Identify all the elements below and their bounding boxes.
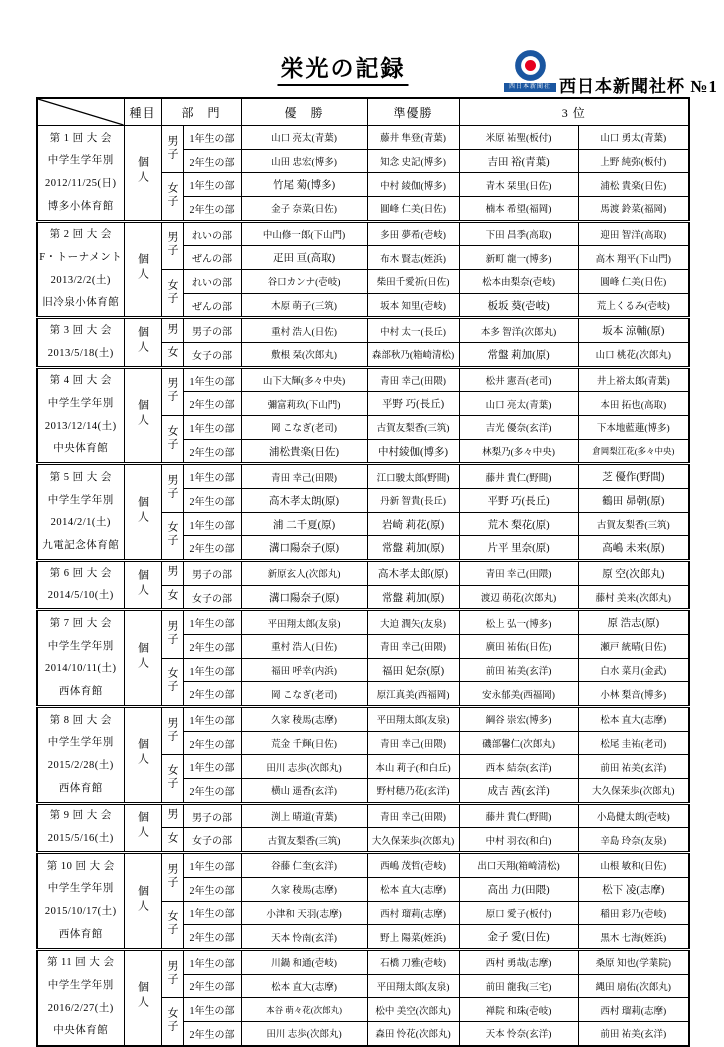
runner-up-cell: 本山 莉子(和白丘) — [367, 755, 459, 779]
gender-label: 男子 — [161, 464, 183, 512]
division-cell: 2年生の部 — [183, 635, 241, 659]
runner-up-cell: 中村 太一(長丘) — [367, 318, 459, 343]
third-place-cell-1: 禅院 和珠(壱岐) — [459, 998, 578, 1022]
division-cell: 1年生の部 — [183, 949, 241, 974]
runner-up-cell: 布木 賢志(姪浜) — [367, 246, 459, 270]
third-place-cell-2: 井上裕太郎(青葉) — [578, 367, 689, 392]
third-place-cell-2: 本田 拓也(高取) — [578, 392, 689, 416]
runner-up-cell: 青田 幸己(田隈) — [367, 803, 459, 828]
third-place-cell-1: 板坂 葵(壱岐) — [459, 293, 578, 318]
result-row — [37, 221, 689, 246]
gender-label: 男 — [161, 318, 183, 343]
gender-label: 男子 — [161, 221, 183, 269]
winner-cell: 岡 こなぎ(老司) — [241, 682, 367, 707]
tournament-info-line: 中学生学年別 — [47, 640, 114, 652]
third-place-cell-2: 黒木 七海(姪浜) — [578, 925, 689, 950]
runner-up-cell: 石橋 刀雅(壱岐) — [367, 949, 459, 974]
third-place-cell-2: 藤村 美来(次郎丸) — [578, 585, 689, 610]
third-place-cell-1: 本多 智洋(次郎丸) — [459, 318, 578, 343]
division-cell: 1年生の部 — [183, 367, 241, 392]
tournament-info-line: 旧冷泉小体育館 — [42, 297, 120, 309]
third-place-cell-1: 前田 龍我(三宅) — [459, 974, 578, 998]
result-row — [37, 853, 689, 878]
third-place-cell-1: 成吉 茜(玄洋) — [459, 779, 578, 804]
division-cell: 1年生の部 — [183, 512, 241, 536]
third-place-cell-2: 稲田 彩乃(壱岐) — [578, 901, 689, 925]
tournament-info-line: 中学生学年別 — [47, 980, 114, 992]
third-place-cell-2: 荒上くるみ(壱岐) — [578, 293, 689, 318]
division-cell: 1年生の部 — [183, 853, 241, 878]
runner-up-cell: 多田 夢希(壱岐) — [367, 221, 459, 246]
col-header-second: 準優勝 — [367, 98, 459, 126]
third-place-cell-1: 山口 亮太(青葉) — [459, 392, 578, 416]
runner-up-cell: 松本 直大(志摩) — [367, 877, 459, 901]
winner-cell: 木原 萌子(三筑) — [241, 293, 367, 318]
third-place-cell-1: 綱谷 崇宏(博多) — [459, 707, 578, 732]
third-place-cell-1: 中村 羽衣(和白) — [459, 828, 578, 853]
tournament-info-line: 2014/2/1(土) — [50, 517, 111, 529]
tournament-info-line: 博多小体育館 — [47, 200, 114, 212]
tournament-info-line: 2015/5/16(土) — [47, 832, 114, 844]
division-cell: 1年生の部 — [183, 126, 241, 150]
runner-up-cell: 丹新 智貴(長丘) — [367, 489, 459, 513]
result-row — [37, 318, 689, 343]
third-place-cell-1: 西本 結奈(玄洋) — [459, 755, 578, 779]
division-cell: 女子の部 — [183, 343, 241, 368]
winner-cell: 重村 浩人(日佐) — [241, 318, 367, 343]
result-row — [37, 949, 689, 974]
gender-label: 男子 — [161, 707, 183, 755]
corner-diagonal-line — [38, 99, 124, 125]
runner-up-cell: 原江真美(西福岡) — [367, 682, 459, 707]
winner-cell: 田川 志歩(次郎丸) — [241, 755, 367, 779]
division-cell: 2年生の部 — [183, 925, 241, 950]
winner-cell: 金子 奈菜(日佐) — [241, 197, 367, 222]
winner-cell: 新原玄人(次郎丸) — [241, 561, 367, 586]
tournament-info-line: 第 7 回 大 会 — [49, 617, 112, 629]
runner-up-cell: 平田翔太郎(友泉) — [367, 707, 459, 732]
division-cell: 1年生の部 — [183, 707, 241, 732]
division-cell: 男子の部 — [183, 803, 241, 828]
division-cell: 2年生の部 — [183, 197, 241, 222]
third-place-cell-2: 原 浩志(原) — [578, 610, 689, 635]
tournament-info-line: 2014/10/11(土) — [45, 663, 117, 675]
division-cell: 2年生の部 — [183, 392, 241, 416]
winner-cell: 田川 志歩(次郎丸) — [241, 1021, 367, 1045]
division-cell: ぜんの部 — [183, 293, 241, 318]
gender-label: 女 — [161, 343, 183, 368]
runner-up-cell: 野上 陽菜(姪浜) — [367, 925, 459, 950]
gender-label: 男 — [161, 803, 183, 828]
event-type: 個人 — [124, 318, 161, 367]
third-place-cell-1: 出口天翔(箱崎清松) — [459, 853, 578, 878]
runner-up-cell: 森部秋乃(箱崎清松) — [367, 343, 459, 368]
third-place-cell-1: 片平 里奈(原) — [459, 536, 578, 561]
runner-up-cell: 森田 怜花(次郎丸) — [367, 1021, 459, 1045]
third-place-cell-2: 小島健太朗(壱岐) — [578, 803, 689, 828]
tournament-info — [37, 803, 124, 852]
division-cell: 2年生の部 — [183, 974, 241, 998]
runner-up-cell: 高木孝太郎(原) — [367, 561, 459, 586]
runner-up-cell: 知念 史記(博多) — [367, 149, 459, 173]
third-place-cell-1: 常盤 莉加(原) — [459, 343, 578, 368]
result-row — [37, 610, 689, 635]
tournament-info-line: 第 4 回 大 会 — [49, 375, 112, 387]
tournament-info-line: 中学生学年別 — [47, 397, 114, 409]
newspaper-logo — [504, 49, 556, 92]
tournament-info-line: 第 10 回 大 会 — [46, 860, 115, 872]
tournament-info-line: 中央体育館 — [53, 1025, 109, 1037]
winner-cell: 溝口陽奈子(原) — [241, 536, 367, 561]
third-place-cell-2: 松本 直大(志摩) — [578, 707, 689, 732]
event-type: 個人 — [124, 803, 161, 852]
winner-cell: 川鍋 和通(壱岐) — [241, 949, 367, 974]
third-place-cell-1: 松上 弘一(博多) — [459, 610, 578, 635]
third-place-cell-1: 高出 力(田隈) — [459, 877, 578, 901]
winner-cell: 荒金 千輝(日佐) — [241, 731, 367, 755]
third-place-cell-2: 芝 優作(野間) — [578, 464, 689, 489]
tournament-info — [37, 221, 124, 318]
tournament-info — [37, 707, 124, 804]
third-place-cell-1: 青木 栞里(日佐) — [459, 173, 578, 197]
tournament-info-line: 中学生学年別 — [47, 883, 114, 895]
third-place-cell-2: 倉岡梨江花(多々中央) — [578, 439, 689, 464]
third-place-cell-1: 新町 龍一(博多) — [459, 246, 578, 270]
division-cell: 2年生の部 — [183, 439, 241, 464]
winner-cell: 松本 直大(志摩) — [241, 974, 367, 998]
division-cell: 1年生の部 — [183, 173, 241, 197]
winner-cell: 久家 稜馬(志摩) — [241, 877, 367, 901]
tournament-info-line: 西体育館 — [58, 928, 103, 940]
gender-label: 男子 — [161, 367, 183, 415]
division-cell: 2年生の部 — [183, 731, 241, 755]
winner-cell: 高木孝太朗(原) — [241, 489, 367, 513]
result-row — [37, 367, 689, 392]
division-cell: 1年生の部 — [183, 658, 241, 682]
winner-cell: 天本 怜南(玄洋) — [241, 925, 367, 950]
tournament-info-line: 2012/11/25(日) — [45, 177, 117, 189]
third-place-cell-2: 高嶋 未来(原) — [578, 536, 689, 561]
third-place-cell-1: 原口 愛子(板付) — [459, 901, 578, 925]
third-place-cell-1: 藤井 貴仁(野間) — [459, 464, 578, 489]
division-cell: 2年生の部 — [183, 877, 241, 901]
runner-up-cell: 大迫 潤矢(友泉) — [367, 610, 459, 635]
tournament-info — [37, 610, 124, 707]
tournament-info-line: 九電記念体育館 — [42, 539, 120, 551]
winner-cell: 久家 稜馬(志摩) — [241, 707, 367, 732]
event-type: 個人 — [124, 561, 161, 610]
division-cell: 1年生の部 — [183, 610, 241, 635]
division-cell: ぜんの部 — [183, 246, 241, 270]
division-cell: 1年生の部 — [183, 901, 241, 925]
winner-cell: 青田 幸己(田隈) — [241, 464, 367, 489]
event-type: 個人 — [124, 367, 161, 464]
division-cell: 1年生の部 — [183, 416, 241, 440]
runner-up-cell: 常盤 莉加(原) — [367, 536, 459, 561]
tournament-info-line: 第 2 回 大 会 — [49, 229, 112, 241]
division-cell: 2年生の部 — [183, 1021, 241, 1045]
tournament-info-line: 第 5 回 大 会 — [49, 471, 112, 483]
col-header-third: 3 位 — [459, 98, 689, 126]
third-place-cell-2: 古賀友梨香(三筑) — [578, 512, 689, 536]
gender-label: 男子 — [161, 610, 183, 658]
results-table-header — [37, 98, 689, 126]
third-place-cell-1: 前田 祐美(玄洋) — [459, 658, 578, 682]
tournament-info-line: 2013/5/18(土) — [47, 347, 114, 359]
third-place-cell-1: 藤井 貴仁(野間) — [459, 803, 578, 828]
tournament-info-line: 2015/10/17(土) — [44, 906, 117, 917]
division-cell: 2年生の部 — [183, 779, 241, 804]
third-place-cell-1: 磯部馨仁(次郎丸) — [459, 731, 578, 755]
tournament-info — [37, 853, 124, 950]
division-cell: 男子の部 — [183, 561, 241, 586]
third-place-cell-2: 原 空(次郎丸) — [578, 561, 689, 586]
division-cell: 女子の部 — [183, 585, 241, 610]
runner-up-cell: 平田翔太郎(友泉) — [367, 974, 459, 998]
third-place-cell-1: 楠本 希望(福岡) — [459, 197, 578, 222]
gender-label: 女子 — [161, 512, 183, 560]
tournament-info-line: 2014/5/10(土) — [47, 590, 114, 602]
third-place-cell-1: 松井 憲吾(老司) — [459, 367, 578, 392]
tournament-info-line: 第 8 回 大 会 — [49, 714, 112, 726]
winner-cell: 岡 こなぎ(老司) — [241, 416, 367, 440]
third-place-cell-1: 林梨乃(多々中央) — [459, 439, 578, 464]
winner-cell: 山田 忠宏(博多) — [241, 149, 367, 173]
third-place-cell-2: 縄田 扇佑(次郎丸) — [578, 974, 689, 998]
tournament-info-line: 中学生学年別 — [47, 155, 114, 167]
tournament-info-line: 第 3 回 大 会 — [49, 324, 112, 336]
division-cell: 女子の部 — [183, 828, 241, 853]
third-place-cell-1: 渡辺 萌花(次郎丸) — [459, 585, 578, 610]
winner-cell: 平田翔太郎(友泉) — [241, 610, 367, 635]
runner-up-cell: 福田 妃奈(原) — [367, 658, 459, 682]
winner-cell: 竹尾 菊(博多) — [241, 173, 367, 197]
third-place-cell-2: 瀬戸 統晴(日佐) — [578, 635, 689, 659]
results-tbody — [37, 126, 689, 1046]
winner-cell: 本谷 萌々花(次郎丸) — [241, 998, 367, 1022]
winner-cell: 敷根 栞(次郎丸) — [241, 343, 367, 368]
tournament-info-line: 2016/2/27(土) — [47, 1002, 114, 1014]
gender-label: 女 — [161, 828, 183, 853]
gender-label: 女子 — [161, 658, 183, 706]
winner-cell: 古賀友梨香(三筑) — [241, 828, 367, 853]
division-cell: 男子の部 — [183, 318, 241, 343]
winner-cell: 浦 二千夏(原) — [241, 512, 367, 536]
result-row — [37, 561, 689, 586]
result-row — [37, 464, 689, 489]
third-place-cell-2: 桑原 知也(学業院) — [578, 949, 689, 974]
division-cell: 1年生の部 — [183, 755, 241, 779]
tournament-info — [37, 561, 124, 610]
third-place-cell-2: 坂本 涼輔(原) — [578, 318, 689, 343]
runner-up-cell: 松中 美空(次郎丸) — [367, 998, 459, 1022]
third-place-cell-2: 山根 敏和(日佐) — [578, 853, 689, 878]
runner-up-cell: 野村穂乃花(玄洋) — [367, 779, 459, 804]
winner-cell: 山下大輝(多々中央) — [241, 367, 367, 392]
tournament-info — [37, 949, 124, 1045]
runner-up-cell: 圓峰 仁美(日佐) — [367, 197, 459, 222]
winner-cell: 彌富莉玖(下山門) — [241, 392, 367, 416]
tournament-info-line: 中学生学年別 — [47, 494, 114, 506]
winner-cell: 疋田 亘(高取) — [241, 246, 367, 270]
third-place-cell-1: 吉光 優奈(玄洋) — [459, 416, 578, 440]
winner-cell: 重村 浩人(日佐) — [241, 635, 367, 659]
third-place-cell-2: 辛島 玲奈(友泉) — [578, 828, 689, 853]
third-place-cell-2: 西村 瑠莉(志摩) — [578, 998, 689, 1022]
runner-up-cell: 常盤 莉加(原) — [367, 585, 459, 610]
tournament-info — [37, 318, 124, 367]
third-place-cell-2: 白水 菜月(金武) — [578, 658, 689, 682]
header-row — [37, 98, 689, 126]
division-cell: 2年生の部 — [183, 149, 241, 173]
third-place-cell-1: 荒木 梨花(原) — [459, 512, 578, 536]
gender-label: 女子 — [161, 901, 183, 949]
third-place-cell-1: 金子 愛(日佐) — [459, 925, 578, 950]
col-header-division: 部 門 — [161, 98, 241, 126]
third-place-cell-1: 天本 怜奈(玄洋) — [459, 1021, 578, 1045]
third-place-cell-2: 松尾 圭祐(老司) — [578, 731, 689, 755]
event-type: 個人 — [124, 610, 161, 707]
col-header-first: 優 勝 — [241, 98, 367, 126]
runner-up-cell: 中村綾伽(博多) — [367, 439, 459, 464]
winner-cell: 福田 呼幸(内浜) — [241, 658, 367, 682]
division-cell: 1年生の部 — [183, 464, 241, 489]
tournament-info-line: 2015/2/28(土) — [47, 759, 114, 771]
tournament-info-line: 第 6 回 大 会 — [49, 567, 112, 579]
third-place-cell-2: 馬渡 鈴菜(福岡) — [578, 197, 689, 222]
division-cell: 1年生の部 — [183, 998, 241, 1022]
winner-cell: 浦松貴楽(日佐) — [241, 439, 367, 464]
runner-up-cell: 岩崎 莉花(原) — [367, 512, 459, 536]
winner-cell: 渕上 晴道(青葉) — [241, 803, 367, 828]
third-place-cell-2: 小林 梨音(博多) — [578, 682, 689, 707]
winner-cell: 小津和 天羽(志摩) — [241, 901, 367, 925]
third-place-cell-2: 山口 桃花(次郎丸) — [578, 343, 689, 368]
result-row — [37, 126, 689, 150]
tournament-info-line: 第 9 回 大 会 — [49, 810, 112, 822]
third-place-cell-1: 廣田 祐佑(日佐) — [459, 635, 578, 659]
winner-cell: 谷藤 仁奎(玄洋) — [241, 853, 367, 878]
division-cell: 2年生の部 — [183, 682, 241, 707]
third-place-cell-1: 平野 巧(長丘) — [459, 489, 578, 513]
result-row — [37, 803, 689, 828]
event-type: 個人 — [124, 853, 161, 950]
third-place-cell-1: 青田 幸己(田隈) — [459, 561, 578, 586]
winner-cell: 中山修一郎(下山門) — [241, 221, 367, 246]
tournament-info — [37, 126, 124, 222]
gender-label: 男子 — [161, 853, 183, 901]
table-corner-cell — [37, 98, 124, 126]
division-cell: れいの部 — [183, 270, 241, 294]
runner-up-cell: 平野 巧(長丘) — [367, 392, 459, 416]
third-place-cell-2: 高木 翔平(下山門) — [578, 246, 689, 270]
tournament-info-line: 2013/2/2(土) — [50, 274, 111, 286]
runner-up-cell: 青田 幸己(田隈) — [367, 635, 459, 659]
third-place-cell-2: 山口 勇太(青葉) — [578, 126, 689, 150]
cup-title: 西日本新聞社杯 №1 — [559, 77, 718, 96]
logo-band: 西日本新聞社 — [504, 83, 556, 92]
winner-cell: 谷口カンナ(壱岐) — [241, 270, 367, 294]
tournament-info-line: 中央体育館 — [53, 443, 109, 455]
third-place-cell-2: 圓峰 仁美(日佐) — [578, 270, 689, 294]
newspaper-logo-icon — [514, 49, 547, 82]
results-table — [36, 97, 690, 1047]
third-place-cell-2: 松下 凌(志摩) — [578, 877, 689, 901]
gender-label: 男子 — [161, 126, 183, 173]
tournament-info — [37, 367, 124, 464]
gender-label: 女子 — [161, 998, 183, 1046]
division-cell: れいの部 — [183, 221, 241, 246]
third-place-cell-1: 米原 祐聖(板付) — [459, 126, 578, 150]
col-header-event: 種目 — [124, 98, 161, 126]
runner-up-cell: 西村 瑠莉(志摩) — [367, 901, 459, 925]
runner-up-cell: 西嶋 茂哲(壱岐) — [367, 853, 459, 878]
winner-cell: 山口 亮太(青葉) — [241, 126, 367, 150]
third-place-cell-2: 前田 祐美(玄洋) — [578, 755, 689, 779]
third-place-cell-1: 下田 昌季(高取) — [459, 221, 578, 246]
third-place-cell-1: 松本由梨奈(壱岐) — [459, 270, 578, 294]
division-cell: 2年生の部 — [183, 489, 241, 513]
third-place-cell-2: 上野 純弥(板付) — [578, 149, 689, 173]
tournament-info-line: 第 11 回 大 会 — [46, 957, 115, 969]
gender-label: 女 — [161, 585, 183, 610]
runner-up-cell: 江口駿太郎(野間) — [367, 464, 459, 489]
tournament-info — [37, 464, 124, 561]
third-place-cell-1: 西村 勇哉(志摩) — [459, 949, 578, 974]
event-type: 個人 — [124, 949, 161, 1045]
runner-up-cell: 青田 幸己(田隈) — [367, 367, 459, 392]
winner-cell: 横山 遥香(玄洋) — [241, 779, 367, 804]
event-type: 個人 — [124, 126, 161, 222]
third-place-cell-2: 鶴田 昴朝(原) — [578, 489, 689, 513]
gender-label: 男 — [161, 561, 183, 586]
third-place-cell-2: 前田 祐美(玄洋) — [578, 1021, 689, 1045]
runner-up-cell: 柴田千愛祈(日佐) — [367, 270, 459, 294]
runner-up-cell: 大久保茉歩(次郎丸) — [367, 828, 459, 853]
runner-up-cell: 古賀友梨香(三筑) — [367, 416, 459, 440]
winner-cell: 溝口陽奈子(原) — [241, 585, 367, 610]
runner-up-cell: 青田 幸己(田隈) — [367, 731, 459, 755]
division-cell: 2年生の部 — [183, 536, 241, 561]
tournament-info-line: F・トーナメント — [39, 251, 123, 263]
third-place-cell-2: 大久保茉歩(次郎丸) — [578, 779, 689, 804]
tournament-info-line: 2013/12/14(土) — [44, 420, 117, 432]
runner-up-cell: 藤井 隼登(青葉) — [367, 126, 459, 150]
gender-label: 男子 — [161, 949, 183, 997]
tournament-info-line: 中学生学年別 — [47, 737, 114, 749]
tournament-info-line: 第 1 回 大 会 — [49, 132, 112, 144]
event-type: 個人 — [124, 464, 161, 561]
runner-up-cell: 中村 綾伽(博多) — [367, 173, 459, 197]
third-place-cell-1: 安永郁美(西福岡) — [459, 682, 578, 707]
gender-label: 女子 — [161, 416, 183, 464]
page-title: 栄光の記録 — [278, 50, 409, 86]
tournament-info-line: 西体育館 — [58, 685, 103, 697]
third-place-cell-1: 吉田 裕(青葉) — [459, 149, 578, 173]
result-row — [37, 707, 689, 732]
gender-label: 女子 — [161, 270, 183, 318]
gender-label: 女子 — [161, 755, 183, 803]
event-type: 個人 — [124, 221, 161, 318]
runner-up-cell: 坂本 知里(壱岐) — [367, 293, 459, 318]
third-place-cell-2: 迎田 智洋(高取) — [578, 221, 689, 246]
tournament-info-line: 西体育館 — [58, 782, 103, 794]
gender-label: 女子 — [161, 173, 183, 221]
third-place-cell-2: 浦松 貴楽(日佐) — [578, 173, 689, 197]
event-type: 個人 — [124, 707, 161, 804]
third-place-cell-2: 下本地藍蓮(博多) — [578, 416, 689, 440]
